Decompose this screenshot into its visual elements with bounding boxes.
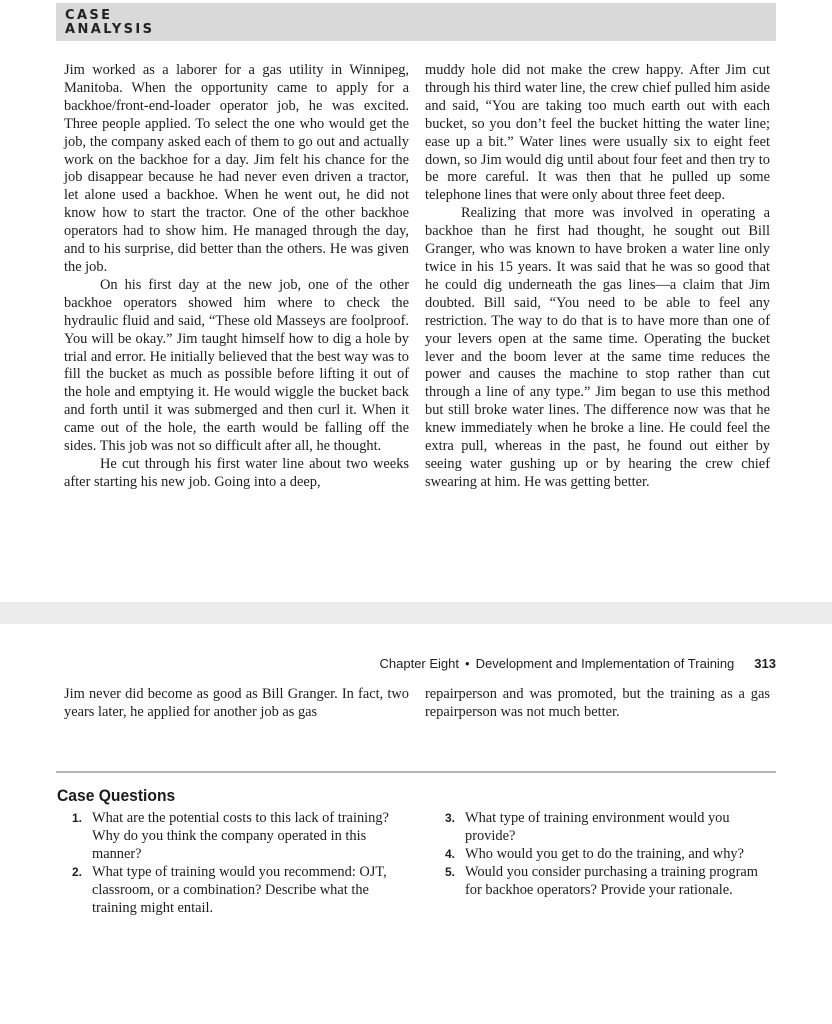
question-number: 5. [445,864,456,879]
section-divider [56,771,776,773]
case-questions-title: Case Questions [57,786,176,805]
page-2 [0,624,832,1024]
chapter-label: Chapter Eight [379,656,460,671]
left-column [64,62,409,492]
question-number: 4. [445,846,456,861]
question-item [72,810,408,864]
header-line-2: ANALYSIS [65,22,155,37]
paragraph: muddy hole did not make the crew happy. After Jim cut through his third water line, the crew chief pulled him aside and said, “You are taking too much earth out with each bucket, so you don’t feel the bucket hitting the water line; ease up a bit.” Water lines were usually six to eight feet down, so Jim would dig until about four feet and then try to be more careful. It was then that he pulled up some telephone lines that were only about three feet deep. [425,62,770,204]
question-text: What are the potential costs to this lack of training? Why do you think the company operated in this manner? [92,810,389,862]
paragraph: Jim never did become as good as Bill Granger. In fact, two years later, he applied for another job as gas [64,686,409,720]
question-number: 1. [72,811,83,825]
header-line-1: CASE [65,8,113,23]
right-column [425,62,770,492]
paragraph: He cut through his first water line about two weeks after starting his new job. Going into a deep, [64,455,409,490]
right-column [425,686,770,722]
question-text: Would you consider purchasing a training program for backhoe operators? Provide your rationale. [465,863,758,898]
question-text: What type of training would you recommend: OJT, classroom, or a combination? Describe what the training might entail. [92,863,387,916]
chapter-title: Development and Implementation of Training [475,656,735,671]
question-item [445,864,778,900]
question-text: Who would you get to do the training, and why? [465,845,744,862]
running-head [380,656,776,671]
question-number: 2. [72,864,83,879]
question-item [72,864,408,918]
question-number: 3. [445,811,456,825]
case-analysis-header [56,3,776,41]
left-column [64,686,409,722]
page-number: 313 [754,656,776,671]
question-item [445,810,778,846]
paragraph: Realizing that more was involved in operating a backhoe than he first had thought, he sought out Bill Granger, who was known to have broken a water line only twice in his 15 years. It was said that he was so good that he could dig underneath the gas lines—a claim that Jim doubted. Bill said, “You need to be able to feel any restriction. The way to do that is to have more than one of your levers open at the same time. Operating the bucket lever and the boom lever at the same time reduces the power and causes the machine to stop rather than cut through a line of any type.” Jim began to use this method but still broke water lines. The difference now was that he knew immediately when he broke a line. He could feel the extra pull, whereas in the past, he found out either by seeing water gushing up or by hearing the crew chief swearing at him. He was getting better. [425,205,770,490]
paragraph: On his first day at the new job, one of the other backhoe operators showed him where to check the hydraulic fluid and said, “These old Masseys are foolproof. You will be okay.” Jim taught himself how to dig a hole by trial and error. He initially believed that the best way was to fill the bucket as much as possible before lifting it out of the hole and emptying it. He would wiggle the bucket back and forth until it was submerged and then curl it. When it came out of the hole, the earth would be falling off the sides. This job was not so difficult after all, he thought. [64,276,409,455]
bullet-separator: • [465,656,470,671]
paragraph: Jim worked as a laborer for a gas utility in Winnipeg, Manitoba. When the opportunity came to apply for a backhoe/front-end-loader operator job, he was excited. Three people applied. To select the one who would get the job, the company asked each of them to go out and actually work on the backhoe for a day. Jim felt his chance for the job disappear because he had never even driven a tractor, let alone used a backhoe. When he went out, he did not know how to start the tractor. One of the other backhoe operators had to show him. He managed through the day, and to his surprise, did better than the others. He was given the job. [64,62,409,275]
question-text: What type of training environment would you provide? [465,810,730,844]
question-item [445,846,778,864]
questions-right [445,810,778,900]
questions-left [72,810,408,917]
paragraph: repairperson and was promoted, but the training as a gas repairperson was not much better. [425,686,770,720]
